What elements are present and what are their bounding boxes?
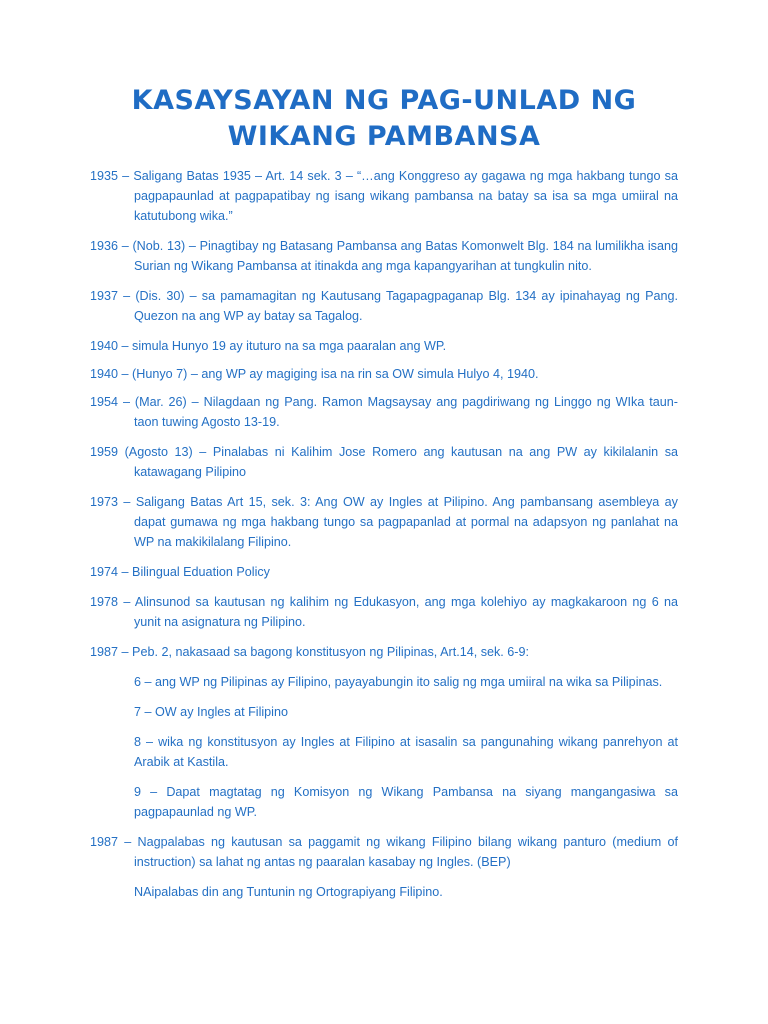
entry-separator: – [118, 289, 136, 303]
timeline-entry [90, 336, 678, 356]
entry-text: Peb. 2, nakasaad sa bagong konstitusyon ng Pilipinas, Art.14, sek. 6-9: [132, 645, 530, 659]
entry-separator: – [118, 395, 135, 409]
entry-separator: – [118, 565, 133, 579]
timeline-entry [90, 392, 678, 432]
entry-year: 1954 [90, 395, 119, 409]
entry-year: 1935 [90, 169, 119, 183]
entry-separator: – [118, 645, 133, 659]
entry-separator: – [118, 835, 138, 849]
entry-text: Saligang Batas Art 15, sek. 3: Ang OW ay Ingles at Pilipino. Ang pambansang asembleya ay dapat gumawa ng mga hakbang tungo sa pagpapanlad at pormal na adapsyon ng panlahat na WP na makikilalang Filipino. [134, 495, 678, 549]
entry-text: Bilingual Eduation Policy [132, 565, 270, 579]
entry-text: (Nob. 13) – Pinagtibay ng Batasang Pambansa ang Batas Komonwelt Blg. 184 na lumilikha isang Surian ng Wikang Pambansa at itinakda ang mga kapangyarihan at tungkulin nito. [132, 239, 678, 273]
entry-separator: – [118, 495, 136, 509]
entry-separator: – [118, 239, 133, 253]
entry-text: Saligang Batas 1935 – Art. 14 sek. 3 – “…ang Konggreso ay gagawa ng mga hakbang tungo sa pagpapaunlad at pagpapatibay ng isang wikang pambansa na batay sa isa sa mga umiiral na katutubong wika.” [133, 169, 678, 223]
entry-year: 1973 [90, 495, 119, 509]
entry-separator: – [118, 339, 133, 353]
entry-year: 1987 [90, 835, 119, 849]
timeline-entry [90, 364, 678, 384]
timeline-entry [90, 286, 678, 326]
entry-text: (Mar. 26) – Nilagdaan ng Pang. Ramon Magsaysay ang pagdiriwang ng Linggo ng WIka taun-taon tuwing Agosto 13-19. [134, 395, 678, 429]
entry-year: 1978 [90, 595, 119, 609]
entry-separator: – [118, 367, 133, 381]
page-title-line-2: WIKANG PAMBANSA [227, 121, 541, 152]
entry-text: (Dis. 30) – sa pamamagitan ng Kautusang Tagapagpaganap Blg. 134 ay ipinahayag ng Pang. Quezon na ang WP ay batay sa Tagalog. [134, 289, 678, 323]
entry-year: 1987 [90, 645, 119, 659]
entry-text: Nagpalabas ng kautusan sa paggamit ng wikang Filipino bilang wikang panturo (medium of instruction) sa lahat ng antas ng paaralan kasabay ng Ingles. (BEP) [134, 835, 678, 869]
entry-separator: – [118, 169, 134, 183]
timeline-entry [90, 832, 678, 872]
entry-separator: – [118, 595, 135, 609]
entry-year: 1974 [90, 565, 119, 579]
entry-text: (Agosto 13) – Pinalabas ni Kalihim Jose Romero ang kautusan na ang PW ay kikilalanin sa katawagang Pilipino [124, 445, 678, 479]
constitution-section: 6 – ang WP ng Pilipinas ay Filipino, payayabungin ito salig ng mga umiiral na wika sa Pilipinas. [134, 675, 663, 689]
constitution-section: 8 – wika ng konstitusyon ay Ingles at Filipino at isasalin sa pangunahing wikang panrehyon at Arabik at Kastila. [134, 735, 678, 769]
timeline-entry [90, 166, 678, 226]
entry-text: (Hunyo 7) – ang WP ay magiging isa na rin sa OW simula Hulyo 4, 1940. [132, 367, 539, 381]
entry-year: 1940 [90, 339, 119, 353]
constitution-section: 9 – Dapat magtatag ng Komisyon ng Wikang Pambansa na siyang mangangasiwa sa pagpapaunlad ng WP. [134, 785, 678, 819]
final-note: NAipalabas din ang Tuntunin ng Ortograpiyang Filipino. [134, 885, 443, 899]
entry-year: 1937 [90, 289, 119, 303]
timeline-entry [90, 642, 678, 662]
timeline-entry [90, 492, 678, 552]
entry-year: 1940 [90, 367, 119, 381]
timeline-entry [90, 236, 678, 276]
entry-year: 1959 [90, 445, 119, 459]
timeline-entry [90, 562, 678, 582]
entry-text: Alinsunod sa kautusan ng kalihim ng Edukasyon, ang mga kolehiyo ay magkakaroon ng 6 na yunit na asignatura ng Pilipino. [134, 595, 678, 629]
page-title-line-1: KASAYSAYAN NG PAG-UNLAD NG [131, 85, 637, 116]
entry-text: simula Hunyo 19 ay ituturo na sa mga paaralan ang WP. [132, 339, 447, 353]
timeline-entry [90, 442, 678, 482]
timeline-entry [90, 592, 678, 632]
entry-year: 1936 [90, 239, 119, 253]
timeline-list [90, 166, 678, 912]
constitution-section: 7 – OW ay Ingles at Filipino [134, 705, 288, 719]
